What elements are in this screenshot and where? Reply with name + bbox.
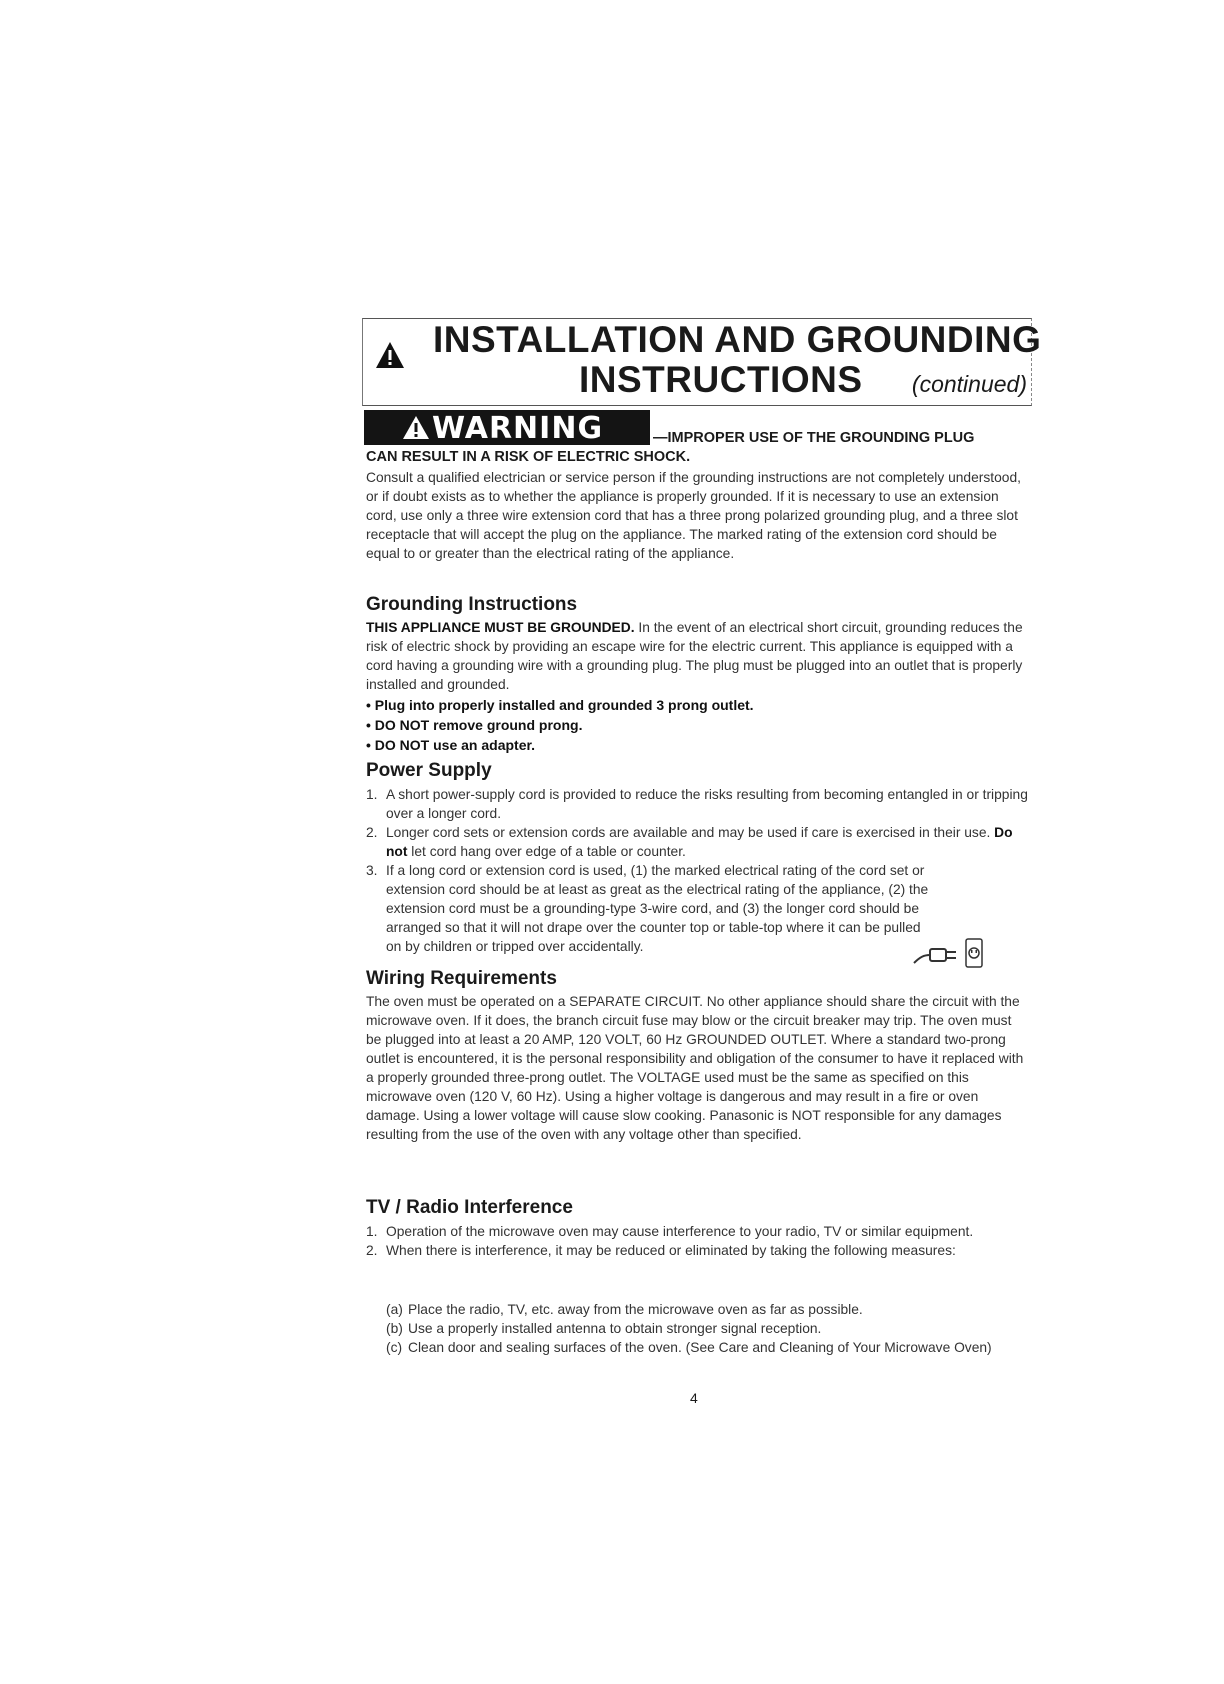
warning-badge	[364, 410, 650, 445]
tv-radio-list	[366, 1222, 1030, 1260]
page-number: 4	[690, 1390, 698, 1406]
power-supply-title: Power Supply	[366, 760, 492, 781]
continued-label: (continued)	[911, 371, 1027, 397]
warning-badge-label: WARNING	[432, 411, 604, 446]
page-title-line1: INSTALLATION AND GROUNDING	[433, 319, 1042, 360]
warning-heading-cont: CAN RESULT IN A RISK OF ELECTRIC SHOCK.	[366, 449, 691, 465]
grounding-lead: THIS APPLIANCE MUST BE GROUNDED.	[366, 620, 635, 635]
grounding-bullet: • Plug into properly installed and grounded 3 prong outlet.	[366, 697, 754, 713]
list-item: 1. A short power-supply cord is provided to reduce the risks resulting from becoming entangled in or tripping over a longer cord.	[366, 787, 1028, 821]
list-item: (b) Use a properly installed antenna to obtain stronger signal reception.	[386, 1321, 822, 1336]
wiring-body	[366, 992, 1030, 1144]
grounding-bullet: • DO NOT remove ground prong.	[366, 717, 583, 733]
grounding-bullet: • DO NOT use an adapter.	[366, 737, 536, 753]
wiring-title: Wiring Requirements	[366, 968, 557, 989]
warning-heading: —IMPROPER USE OF THE GROUNDING PLUG	[653, 430, 975, 446]
list-item: 2. When there is interference, it may be reduced or eliminated by taking the following measures:	[366, 1243, 956, 1258]
power-supply-list	[366, 785, 1030, 956]
grounding-body-text: In the event of an electrical short circuit, grounding reduces the risk of electric shock by providing an escape wire for the electric current. This appliance is equipped with a cord having a grounding wire with a grounding plug. The plug must be plugged into an outlet that is properly installed and grounded.	[366, 620, 1023, 692]
grounded-plug-icon	[912, 935, 984, 971]
grounding-title: Grounding Instructions	[366, 594, 578, 615]
wiring-body-text: The oven must be operated on a SEPARATE CIRCUIT. No other appliance should share the circuit with the microwave oven. If it does, the branch circuit fuse may blow or the circuit breaker may trip. The oven must be plugged into at least a 20 AMP, 120 VOLT, 60 Hz GROUNDED OUTLET. Where a standard two-prong outlet is encountered, it is the personal responsibility and obligation of the consumer to have it replaced with a properly grounded three-prong outlet. The VOLTAGE used must be the same as specified on this microwave oven (120 V, 60 Hz). Using a higher voltage is dangerous and may result in a fire or oven damage. Using a lower voltage will cause slow cooking. Panasonic is NOT responsible for any damages resulting from the use of the oven with any voltage other than specified.	[366, 994, 1024, 1142]
tv-radio-title: TV / Radio Interference	[366, 1197, 573, 1218]
page-title-line2: INSTRUCTIONS	[579, 359, 863, 400]
section-header	[362, 318, 1042, 406]
list-item: 1. Operation of the microwave oven may cause interference to your radio, TV or similar equipment.	[366, 1224, 974, 1239]
warning-triangle-icon	[375, 341, 405, 369]
list-item: 3. If a long cord or extension cord is used, (1) the marked electrical rating of the cord set or extension cord should be at least as great as the electrical rating of the appliance, (2) the extension cord must be a grounding-type 3-wire cord, and (3) the longer cord should be arranged so that it will not drape over the counter top or table-top where it can be pulled on by children or tripped over accidentally.	[366, 863, 929, 954]
list-item: (c) Clean door and sealing surfaces of the oven. (See Care and Cleaning of Your Microwave Oven)	[386, 1340, 992, 1355]
tv-radio-sublist	[386, 1300, 1006, 1357]
grounding-body	[366, 618, 1030, 694]
warning-body	[366, 468, 1030, 563]
list-item: 2. Longer cord sets or extension cords are available and may be used if care is exercised in their use. Do not let cord hang over edge of a table or counter.	[366, 825, 1013, 859]
list-item: (a) Place the radio, TV, etc. away from the microwave oven as far as possible.	[386, 1302, 863, 1317]
warning-triangle-icon	[402, 415, 430, 440]
warning-body-text: Consult a qualified electrician or service person if the grounding instructions are not completely understood, or if doubt exists as to whether the appliance is properly grounded. If it is necessary to use an extension cord, use only a three wire extension cord that has a three prong polarized grounding plug, and a three slot receptacle that will accept the plug on the appliance. The marked rating of the extension cord should be equal to or greater than the electrical rating of the appliance.	[366, 470, 1021, 561]
